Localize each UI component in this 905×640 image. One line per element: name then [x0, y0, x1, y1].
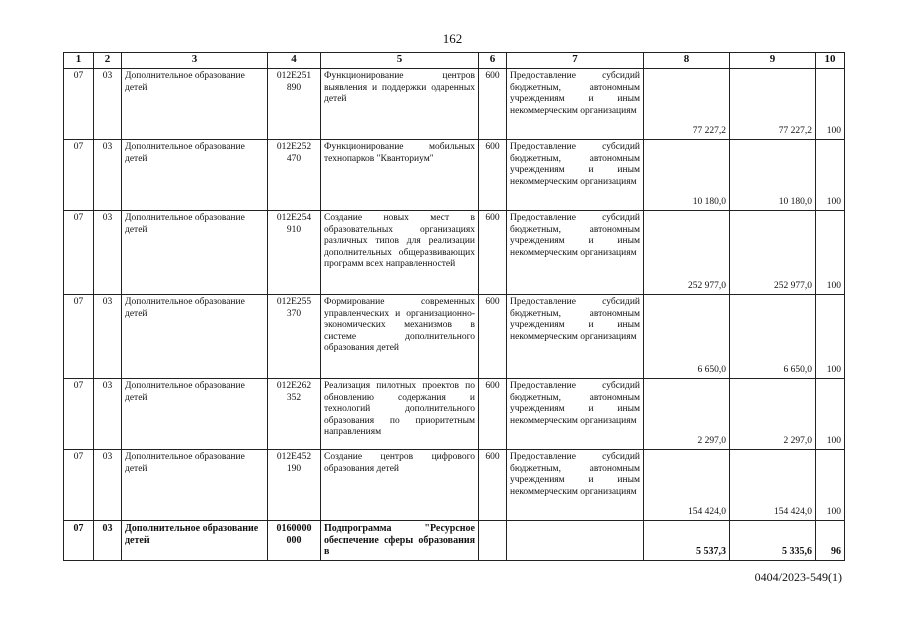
- section-code: 07: [64, 521, 94, 561]
- col-header: 5: [321, 53, 479, 69]
- section-name: Дополнительное образование детей: [122, 379, 268, 450]
- expense-type-name: Предоставление субсидий бюджетным, автономным учреждениям и иным некоммерческим организациям: [507, 450, 644, 521]
- table-row: [64, 140, 845, 211]
- col-header: 4: [268, 53, 321, 69]
- col-header: 7: [507, 53, 644, 69]
- document-code: 0404/2023-549(1): [754, 570, 842, 584]
- expense-type-code: 600: [479, 69, 507, 140]
- col-header: 1: [64, 53, 94, 69]
- section-name: Дополнительное образование детей: [122, 69, 268, 140]
- planned-amount: 5 537,3: [644, 521, 730, 561]
- expense-type-code: [479, 521, 507, 561]
- section-name: Дополнительное образование детей: [122, 295, 268, 379]
- target-article-code: 012E452 190: [268, 450, 321, 521]
- budget-table: [63, 52, 845, 561]
- article-name: Реализация пилотных проектов по обновлению содержания и технологий дополнительного образования по приоритетным направлениям: [321, 379, 479, 450]
- target-article-code: 012E254 910: [268, 211, 321, 295]
- executed-amount: 77 227,2: [730, 69, 816, 140]
- section-code: 07: [64, 379, 94, 450]
- table-row: [64, 211, 845, 295]
- table-row: [64, 450, 845, 521]
- section-name: Дополнительное образование детей: [122, 211, 268, 295]
- percent-executed: 100: [816, 450, 845, 521]
- expense-type-code: 600: [479, 450, 507, 521]
- percent-executed: 100: [816, 295, 845, 379]
- section-name: Дополнительное образование детей: [122, 140, 268, 211]
- section-code: 07: [64, 69, 94, 140]
- col-header: 8: [644, 53, 730, 69]
- subsection-code: 03: [94, 140, 122, 211]
- section-name: Дополнительное образование детей: [122, 521, 268, 561]
- col-header: 9: [730, 53, 816, 69]
- percent-executed: 100: [816, 69, 845, 140]
- expense-type-code: 600: [479, 211, 507, 295]
- table-header-row: [64, 53, 845, 69]
- executed-amount: 154 424,0: [730, 450, 816, 521]
- article-name: Формирование современных управленческих и организационно-экономических механизмов в системе дополнительного образования детей: [321, 295, 479, 379]
- expense-type-code: 600: [479, 379, 507, 450]
- section-name: Дополнительное образование детей: [122, 450, 268, 521]
- executed-amount: 10 180,0: [730, 140, 816, 211]
- target-article-code: 012E252 470: [268, 140, 321, 211]
- article-name: Создание центров цифрового образования детей: [321, 450, 479, 521]
- subsection-code: 03: [94, 211, 122, 295]
- percent-executed: 96: [816, 521, 845, 561]
- subsection-code: 03: [94, 521, 122, 561]
- subprogram-total-row: [64, 521, 845, 561]
- executed-amount: 5 335,6: [730, 521, 816, 561]
- executed-amount: 2 297,0: [730, 379, 816, 450]
- target-article-code: 012E251 890: [268, 69, 321, 140]
- planned-amount: 154 424,0: [644, 450, 730, 521]
- section-code: 07: [64, 295, 94, 379]
- planned-amount: 252 977,0: [644, 211, 730, 295]
- percent-executed: 100: [816, 211, 845, 295]
- col-header: 2: [94, 53, 122, 69]
- percent-executed: 100: [816, 140, 845, 211]
- subsection-code: 03: [94, 379, 122, 450]
- planned-amount: 10 180,0: [644, 140, 730, 211]
- col-header: 10: [816, 53, 845, 69]
- col-header: 6: [479, 53, 507, 69]
- planned-amount: 2 297,0: [644, 379, 730, 450]
- target-article-code: 012E255 370: [268, 295, 321, 379]
- col-header: 3: [122, 53, 268, 69]
- expense-type-name: Предоставление субсидий бюджетным, автономным учреждениям и иным некоммерческим организациям: [507, 295, 644, 379]
- table-row: [64, 295, 845, 379]
- executed-amount: 252 977,0: [730, 211, 816, 295]
- article-name: Функционирование мобильных технопарков "Кванториум": [321, 140, 479, 211]
- article-name: Функционирование центров выявления и поддержки одаренных детей: [321, 69, 479, 140]
- table-row: [64, 379, 845, 450]
- expense-type-name: [507, 521, 644, 561]
- subprogram-name: Подпрограмма "Ресурсное обеспечение сферы образования в: [321, 521, 479, 561]
- article-name: Создание новых мест в образовательных организациях различных типов для реализации дополнительных общеразвивающих программ всех направленностей: [321, 211, 479, 295]
- percent-executed: 100: [816, 379, 845, 450]
- expense-type-name: Предоставление субсидий бюджетным, автономным учреждениям и иным некоммерческим организациям: [507, 379, 644, 450]
- target-article-code: 0160000 000: [268, 521, 321, 561]
- expense-type-name: Предоставление субсидий бюджетным, автономным учреждениям и иным некоммерческим организациям: [507, 211, 644, 295]
- subsection-code: 03: [94, 295, 122, 379]
- section-code: 07: [64, 450, 94, 521]
- subsection-code: 03: [94, 69, 122, 140]
- section-code: 07: [64, 140, 94, 211]
- target-article-code: 012E262 352: [268, 379, 321, 450]
- page-number: 162: [442, 31, 463, 46]
- planned-amount: 77 227,2: [644, 69, 730, 140]
- section-code: 07: [64, 211, 94, 295]
- expense-type-code: 600: [479, 140, 507, 211]
- planned-amount: 6 650,0: [644, 295, 730, 379]
- expense-type-name: Предоставление субсидий бюджетным, автономным учреждениям и иным некоммерческим организациям: [507, 69, 644, 140]
- subsection-code: 03: [94, 450, 122, 521]
- expense-type-name: Предоставление субсидий бюджетным, автономным учреждениям и иным некоммерческим организациям: [507, 140, 644, 211]
- executed-amount: 6 650,0: [730, 295, 816, 379]
- table-row: [64, 69, 845, 140]
- expense-type-code: 600: [479, 295, 507, 379]
